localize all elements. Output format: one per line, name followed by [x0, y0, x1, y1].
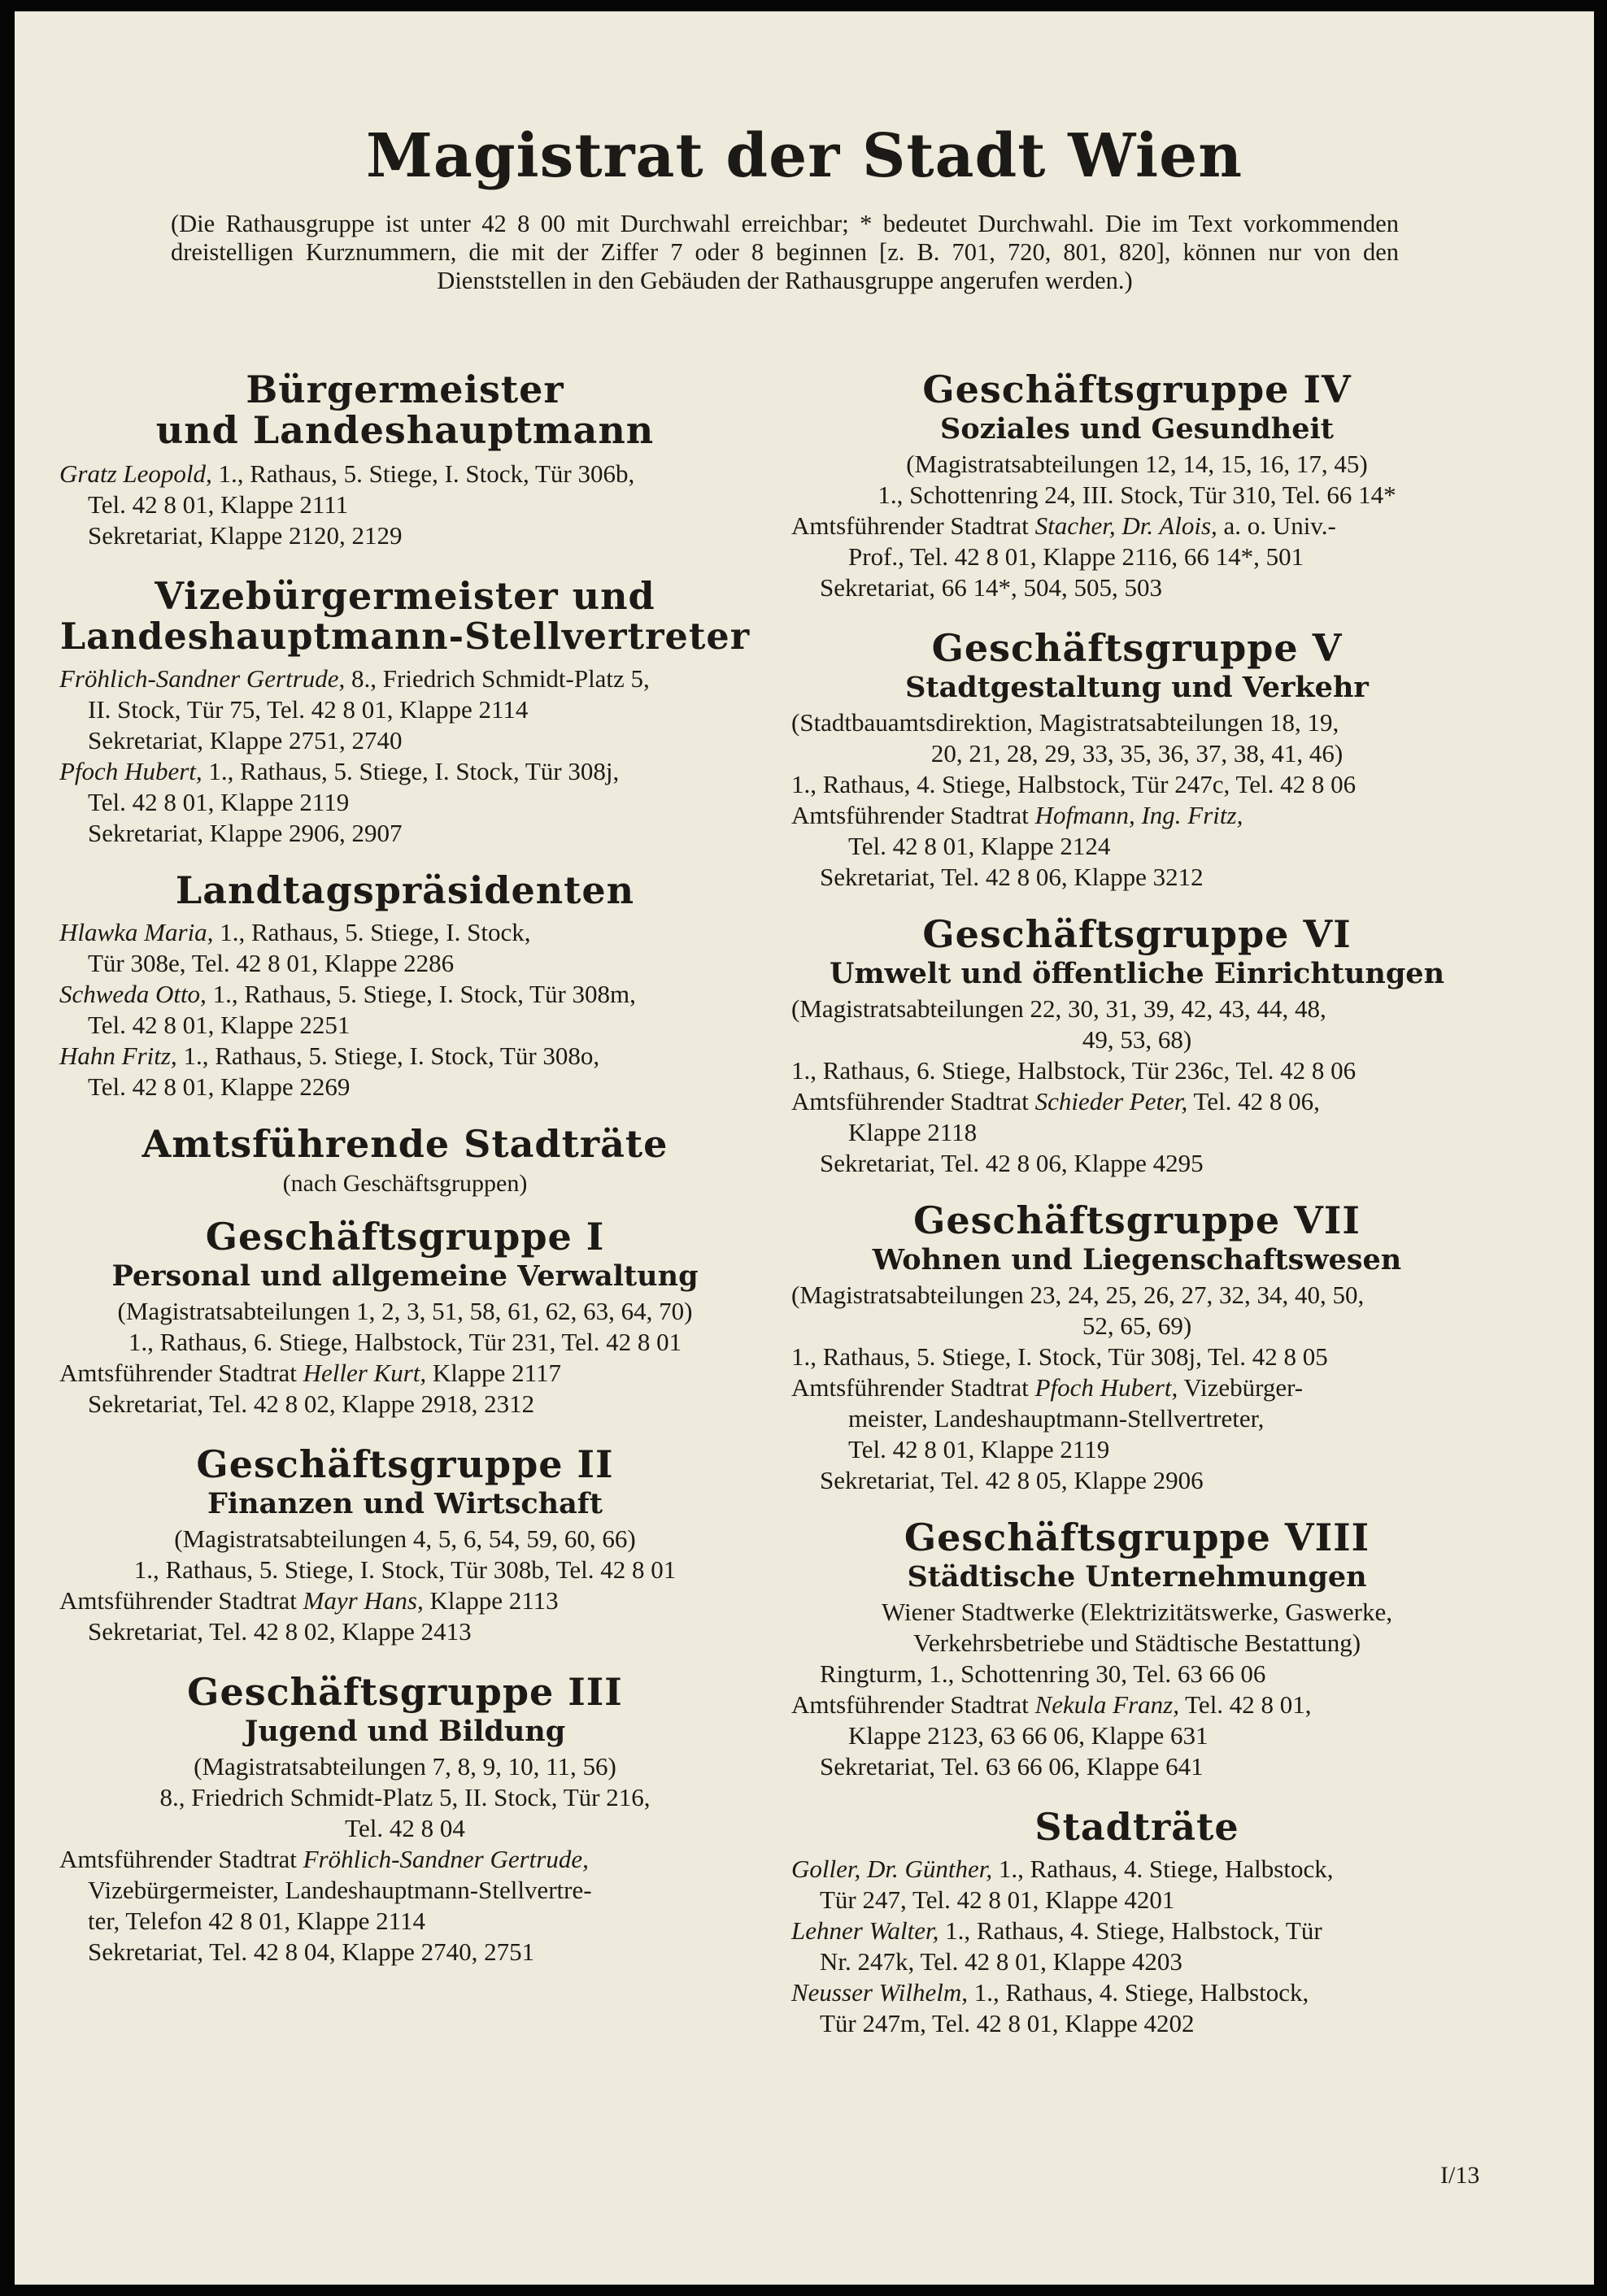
entry-line: Tel. 42 8 01, Klappe 2251	[88, 1011, 351, 1039]
section-heading: Geschäftsgruppe VII	[913, 1198, 1361, 1242]
person-name: Schweda Otto,	[59, 980, 207, 1008]
section-heading: Geschäftsgruppe VIII	[904, 1515, 1370, 1559]
section-heading: Geschäftsgruppe IV	[922, 367, 1352, 411]
person-name: Hofmann, Ing. Fritz,	[1034, 801, 1243, 829]
entry-line: Sekretariat, Tel. 42 8 06, Klappe 3212	[820, 863, 1204, 891]
person-name: Hlawka Maria,	[59, 918, 214, 946]
entry-line: Goller, Dr. Günther, 1., Rathaus, 4. Stiege, Halbstock,	[791, 1855, 1334, 1883]
entry-line: Tel. 42 8 01, Klappe 2269	[88, 1072, 351, 1101]
entry-line: Hahn Fritz, 1., Rathaus, 5. Stiege, I. Stock, Tür 308o,	[59, 1041, 600, 1070]
entry-line: Sekretariat, Tel. 42 8 02, Klappe 2413	[88, 1617, 472, 1646]
entry-line: 1., Rathaus, 6. Stiege, Halbstock, Tür 231, Tel. 42 8 01	[128, 1328, 682, 1356]
section-gruppe-3	[59, 1672, 751, 1968]
page-title: Magistrat der Stadt Wien	[365, 121, 1243, 191]
entry-line: Tür 247m, Tel. 42 8 01, Klappe 4202	[820, 2009, 1195, 2037]
section-heading: Vizebürgermeister und	[155, 574, 655, 618]
entry-line: 20, 21, 28, 29, 33, 35, 36, 37, 38, 41, 46)	[930, 739, 1344, 768]
section-gruppe-1	[59, 1216, 751, 1420]
entry-line: Klappe 2118	[848, 1118, 978, 1146]
entry-line: 1., Rathaus, 4. Stiege, Halbstock, Tür 247c, Tel. 42 8 06	[791, 770, 1357, 798]
intro-text: (Die Rathausgruppe ist unter 42 8 00 mit Durchwahl erreichbar; * bedeutet Durchwahl. Die im Text vorkommenden dreistelligen Kurznummern, die mit der Ziffer 7 oder 8 beginnen [z. B. 701, 720, 801, 820], können nur von den Dienststellen in den Gebäuden der Rathausgruppe angerufen werden.)	[171, 210, 1399, 294]
entry-line: 1., Schottenring 24, III. Stock, Tür 310, Tel. 66 14*	[878, 481, 1396, 509]
entry-line: meister, Landeshauptmann-Stellvertreter,	[848, 1404, 1265, 1433]
entry-line: Wiener Stadtwerke (Elektrizitätswerke, Gaswerke,	[882, 1598, 1392, 1626]
entry-line: Sekretariat, Tel. 42 8 06, Klappe 4295	[820, 1149, 1204, 1177]
entry-line: Amtsführender Stadtrat Mayr Hans, Klappe 2113	[59, 1586, 559, 1615]
person-name: Goller, Dr. Günther,	[791, 1855, 993, 1883]
entry-line: Amtsführender Stadtrat Heller Kurt, Klappe 2117	[59, 1359, 562, 1387]
section-buergermeister	[59, 369, 751, 551]
entry-line: (Magistratsabteilungen 7, 8, 9, 10, 11, 56)	[194, 1752, 616, 1781]
person-name: Pfoch Hubert,	[59, 757, 203, 785]
entry-line: Sekretariat, Tel. 63 66 06, Klappe 641	[820, 1752, 1204, 1781]
entry-line: (Magistratsabteilungen 22, 30, 31, 39, 42, 43, 44, 48,	[791, 994, 1326, 1023]
person-name: Heller Kurt,	[303, 1359, 427, 1387]
section-heading: Landeshauptmann-Stellvertreter	[59, 615, 751, 658]
entry-line: Gratz Leopold, 1., Rathaus, 5. Stiege, I. Stock, Tür 306b,	[59, 459, 635, 488]
entry-line: (Magistratsabteilungen 1, 2, 3, 51, 58, 61, 62, 63, 64, 70)	[117, 1297, 693, 1325]
section-gruppe-2	[59, 1444, 751, 1647]
entry-line: Tel. 42 8 01, Klappe 2111	[88, 490, 349, 519]
section-amtsfuehrende	[59, 1124, 751, 1198]
person-name: Neusser Wilhelm,	[791, 1978, 968, 2007]
person-name: Fröhlich-Sandner Gertrude,	[59, 664, 346, 693]
entry-line: Tel. 42 8 01, Klappe 2119	[848, 1435, 1110, 1463]
person-name: Fröhlich-Sandner Gertrude,	[303, 1845, 589, 1873]
entry-line: Tür 308e, Tel. 42 8 01, Klappe 2286	[88, 949, 455, 977]
person-name: Schieder Peter,	[1034, 1087, 1188, 1115]
section-gruppe-7	[791, 1200, 1483, 1496]
right-column	[791, 369, 1483, 2039]
entry-line: Sekretariat, Klappe 2120, 2129	[88, 521, 403, 550]
section-heading: Stadträte	[1034, 1805, 1239, 1849]
section-gruppe-6	[791, 914, 1483, 1179]
section-subheading: Städtische Unternehmungen	[907, 1560, 1367, 1594]
section-subheading: Umwelt und öffentliche Einrichtungen	[829, 957, 1445, 990]
section-heading: Amtsführende Stadträte	[142, 1122, 668, 1166]
person-name: Stacher, Dr. Alois,	[1034, 511, 1217, 540]
entry-line: (Magistratsabteilungen 12, 14, 15, 16, 17, 45)	[906, 450, 1368, 478]
entry-line: Amtsführender Stadtrat Pfoch Hubert, Vizebürger-	[791, 1373, 1304, 1402]
entry-line: 1., Rathaus, 5. Stiege, I. Stock, Tür 308b, Tel. 42 8 01	[133, 1555, 677, 1584]
entry-line: Sekretariat, Tel. 42 8 04, Klappe 2740, 2751	[88, 1937, 535, 1966]
entry-line: Tel. 42 8 01, Klappe 2124	[848, 832, 1111, 860]
person-name: Pfoch Hubert,	[1034, 1373, 1178, 1402]
entry-line: Lehner Walter, 1., Rathaus, 4. Stiege, Halbstock, Tür	[791, 1916, 1322, 1945]
entry-line: Sekretariat, 66 14*, 504, 505, 503	[820, 573, 1163, 602]
section-vize	[59, 576, 751, 849]
entry-line: Prof., Tel. 42 8 01, Klappe 2116, 66 14*, 501	[848, 542, 1304, 571]
entry-line: Klappe 2123, 63 66 06, Klappe 631	[848, 1721, 1209, 1750]
document-page	[15, 11, 1594, 2285]
person-name: Nekula Franz,	[1034, 1690, 1179, 1719]
entry-line: Sekretariat, Tel. 42 8 02, Klappe 2918, 2312	[88, 1389, 535, 1418]
section-heading: Geschäftsgruppe VI	[922, 912, 1352, 956]
person-name: Gratz Leopold,	[59, 459, 212, 488]
section-stadtraete	[791, 1807, 1483, 2039]
section-subheading: Soziales und Gesundheit	[940, 412, 1334, 446]
entry-line: (Magistratsabteilungen 4, 5, 6, 54, 59, 60, 66)	[174, 1524, 636, 1553]
entry-line: 49, 53, 68)	[1082, 1025, 1192, 1054]
entry-line: Fröhlich-Sandner Gertrude, 8., Friedrich Schmidt-Platz 5,	[59, 664, 650, 693]
section-subheading: Personal und allgemeine Verwaltung	[111, 1259, 699, 1293]
entry-line: Nr. 247k, Tel. 42 8 01, Klappe 4203	[820, 1947, 1182, 1976]
entry-line: Pfoch Hubert, 1., Rathaus, 5. Stiege, I. Stock, Tür 308j,	[59, 757, 620, 785]
section-heading: Geschäftsgruppe II	[196, 1442, 614, 1486]
person-name: Mayr Hans,	[303, 1586, 424, 1615]
entry-line: Neusser Wilhelm, 1., Rathaus, 4. Stiege, Halbstock,	[791, 1978, 1309, 2007]
section-heading: Bürgermeister	[246, 367, 564, 411]
entry-line: Sekretariat, Klappe 2906, 2907	[88, 819, 403, 847]
entry-line: 1., Rathaus, 6. Stiege, Halbstock, Tür 236c, Tel. 42 8 06	[791, 1056, 1357, 1085]
entry-line: Vizebürgermeister, Landeshauptmann-Stellvertre-	[88, 1876, 592, 1904]
entry-line: Tel. 42 8 04	[345, 1814, 465, 1842]
entry-line: 52, 65, 69)	[1082, 1311, 1192, 1340]
entry-line: Schweda Otto, 1., Rathaus, 5. Stiege, I. Stock, Tür 308m,	[59, 980, 636, 1008]
section-gruppe-8	[791, 1517, 1483, 1782]
section-subheading: Jugend und Bildung	[244, 1715, 566, 1748]
entry-line: Tel. 42 8 01, Klappe 2119	[88, 788, 350, 816]
section-subheading: Finanzen und Wirtschaft	[207, 1487, 603, 1520]
section-subtitle: (nach Geschäftsgruppen)	[282, 1170, 528, 1197]
section-landtag	[59, 870, 751, 1102]
section-gruppe-4	[791, 369, 1483, 603]
entry-line: Tür 247, Tel. 42 8 01, Klappe 4201	[820, 1885, 1175, 1914]
entry-line: Ringturm, 1., Schottenring 30, Tel. 63 66 06	[820, 1659, 1266, 1688]
section-heading: Geschäftsgruppe III	[187, 1670, 623, 1714]
section-subheading: Wohnen und Liegenschaftswesen	[872, 1243, 1402, 1276]
section-heading: Geschäftsgruppe I	[205, 1215, 605, 1259]
entry-line: Amtsführender Stadtrat Hofmann, Ing. Fritz,	[791, 801, 1243, 829]
entry-line: (Stadtbauamtsdirektion, Magistratsabteilungen 18, 19,	[791, 708, 1339, 737]
entry-line: Amtsführender Stadtrat Stacher, Dr. Alois, a. o. Univ.-	[791, 511, 1336, 540]
section-heading: Landtagspräsidenten	[175, 868, 635, 912]
entry-line: Sekretariat, Tel. 42 8 05, Klappe 2906	[820, 1466, 1204, 1494]
section-subheading: Stadtgestaltung und Verkehr	[905, 671, 1369, 704]
section-gruppe-5	[791, 628, 1483, 893]
page-number: I/13	[1440, 2162, 1480, 2189]
entry-line: 8., Friedrich Schmidt-Platz 5, II. Stock, Tür 216,	[159, 1783, 651, 1811]
person-name: Lehner Walter,	[791, 1916, 939, 1945]
entry-line: 1., Rathaus, 5. Stiege, I. Stock, Tür 308j, Tel. 42 8 05	[791, 1342, 1328, 1371]
entry-line: ter, Telefon 42 8 01, Klappe 2114	[88, 1907, 425, 1935]
entry-line: Sekretariat, Klappe 2751, 2740	[88, 726, 403, 754]
entry-line: (Magistratsabteilungen 23, 24, 25, 26, 27, 32, 34, 40, 50,	[791, 1281, 1365, 1309]
entry-line: Verkehrsbetriebe und Städtische Bestattung)	[912, 1629, 1361, 1657]
entry-line: II. Stock, Tür 75, Tel. 42 8 01, Klappe 2114	[88, 695, 529, 724]
person-name: Hahn Fritz,	[59, 1041, 177, 1070]
entry-line: Amtsführender Stadtrat Fröhlich-Sandner Gertrude,	[59, 1845, 589, 1873]
entry-line: Hlawka Maria, 1., Rathaus, 5. Stiege, I. Stock,	[59, 918, 531, 946]
section-heading: und Landeshauptmann	[155, 408, 655, 452]
left-column	[59, 369, 751, 1968]
section-heading: Geschäftsgruppe V	[931, 626, 1343, 670]
entry-line: Amtsführender Stadtrat Schieder Peter, Tel. 42 8 06,	[791, 1087, 1320, 1115]
entry-line: Amtsführender Stadtrat Nekula Franz, Tel. 42 8 01,	[791, 1690, 1312, 1719]
